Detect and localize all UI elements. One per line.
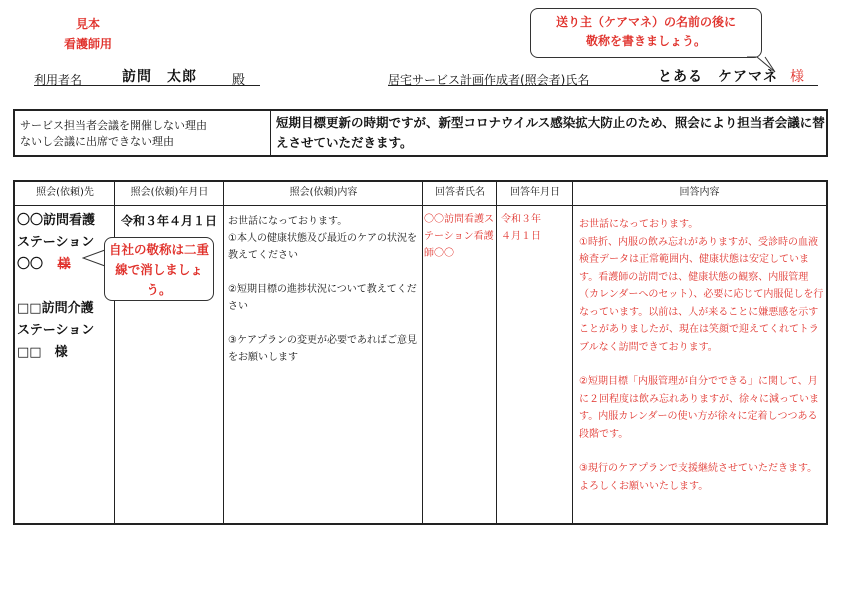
planner-name-label: 居宅サービス計画作成者(照会者)氏名 xyxy=(388,73,590,87)
callout-left-pointer xyxy=(82,248,106,268)
column-divider xyxy=(496,182,497,523)
recipient-a-honorific-struck: 様 xyxy=(57,257,71,272)
user-name-row xyxy=(34,66,260,86)
meeting-reason-label xyxy=(15,111,271,155)
answer-paragraph: ③現行のケアプランで支援継続させていただきます。 xyxy=(579,463,818,474)
answer-paragraph: お世話になっております。 xyxy=(579,219,699,230)
recipient-a-line2: ステーション xyxy=(17,235,95,250)
header-answer-content: 回答内容 xyxy=(573,182,826,206)
answer-date-cell xyxy=(501,206,567,523)
sample-label xyxy=(48,14,128,54)
answer-content-cell xyxy=(579,206,827,523)
column-divider xyxy=(572,182,573,523)
callout-top-line1: 送り主（ケアマネ）の名前の後に xyxy=(555,15,736,29)
header-inquiry-recipient: 照会(依頼)先 xyxy=(15,182,115,206)
recipient-b-line1: □□訪問介護 xyxy=(17,301,94,316)
column-divider xyxy=(223,182,224,523)
header-answerer-name: 回答者氏名 xyxy=(423,182,497,206)
callout-strike-honorific: 自社の敬称は二重線で消しましょう。 xyxy=(104,237,214,301)
column-divider xyxy=(422,182,423,523)
inquiry-content-cell xyxy=(228,206,420,523)
user-honorific: 殿 xyxy=(232,73,246,88)
recipient-a-name: 〇〇 xyxy=(17,257,44,272)
user-name-value: 訪問 太郎 xyxy=(122,69,197,85)
planner-name-row xyxy=(388,66,818,86)
answer-paragraph: よろしくお願いいたします。 xyxy=(579,480,709,492)
recipient-a-line1: 〇〇訪問看護 xyxy=(17,213,96,228)
planner-honorific: 様 xyxy=(790,69,804,85)
inquiry-paragraph: ②短期目標の進捗状況について教えてください xyxy=(228,284,417,312)
callout-top-line2: 敬称を書きましょう。 xyxy=(585,34,706,48)
answer-date-line2: ４月１日 xyxy=(501,231,541,242)
planner-name-value: とある ケアマネ xyxy=(658,69,778,85)
answer-date-line1: 令和３年 xyxy=(501,214,541,225)
answerer-name-cell: 〇〇訪問看護ステーション看護師〇〇 xyxy=(424,214,494,259)
inquiry-table xyxy=(13,180,828,525)
header-inquiry-content: 照会(依頼)内容 xyxy=(224,182,423,206)
header-answer-date: 回答年月日 xyxy=(497,182,573,206)
inquiry-paragraph: ①本人の健康状態及び最近のケアの状況を教えてください xyxy=(228,233,417,261)
recipient-b-line2: ステーション xyxy=(17,323,95,338)
inquiry-date-cell: 令和３年４月１日 xyxy=(120,214,217,228)
meeting-reason-label-line2: ないし会議に出席できない理由 xyxy=(20,135,174,148)
sample-label-line2: 看護師用 xyxy=(63,37,112,51)
answer-paragraph: ①時折、内服の飲み忘れがありますが、受診時の血液検査データは正常範囲内、健康状態は安定しています。看護師の訪問では、健康状態の観察、内服管理（カレンダーへのセット）、必要に応じて内服促しを行なっています。以前は、人が来ることに嫌悪感を示すことがありましたが、現在は笑顔で迎えてくれてトラブルなく訪問できております。 xyxy=(579,236,824,353)
inquiry-paragraph: お世話になっております。 xyxy=(228,216,348,227)
meeting-reason-box xyxy=(13,109,828,157)
callout-honorific-instruction xyxy=(530,8,762,58)
answer-paragraph: ②短期目標「内服管理が自分でできる」に関して、月に２回程度は飲み忘れありますが、徐々に減っています。内服カレンダーの使い方が徐々に定着しつつある段階です。 xyxy=(579,376,819,440)
meeting-reason-label-line1: サービス担当者会議を開催しない理由 xyxy=(20,119,207,132)
header-inquiry-date: 照会(依頼)年月日 xyxy=(115,182,224,206)
inquiry-paragraph: ③ケアプランの変更が必要であればご意見をお願いします xyxy=(228,335,417,363)
user-name-label: 利用者名 xyxy=(34,73,83,87)
meeting-reason-text: 短期目標更新の時期ですが、新型コロナウイルス感染拡大防止のため、照会により担当者会議に替えさせていただきます。 xyxy=(276,115,825,150)
recipient-b-line3: □□ 様 xyxy=(17,345,68,360)
sample-label-line1: 見本 xyxy=(75,17,100,31)
